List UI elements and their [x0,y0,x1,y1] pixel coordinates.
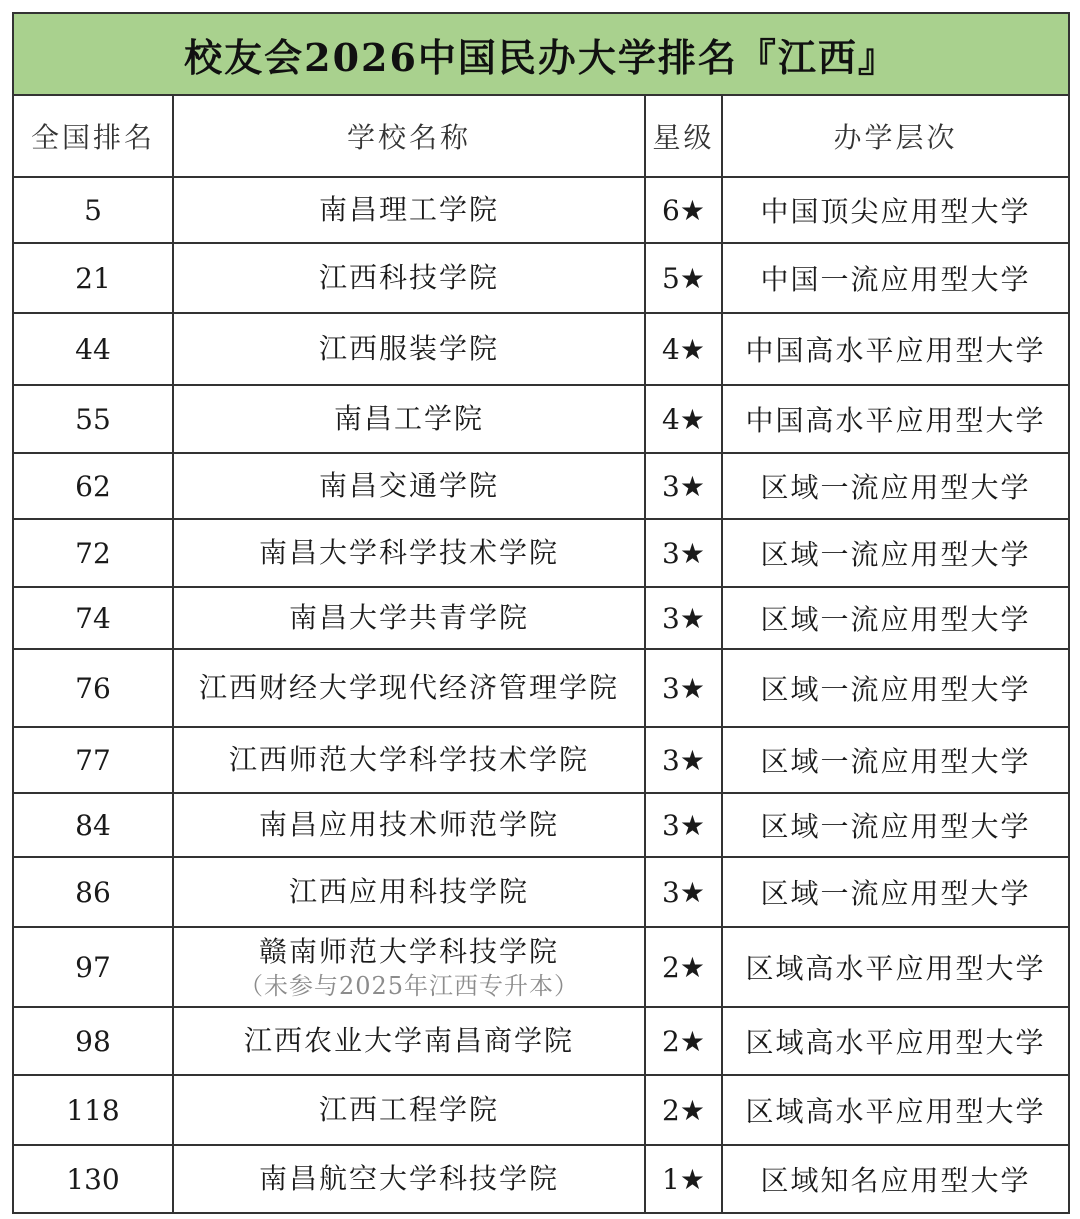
star-rating-cell: 4★ [645,385,722,453]
star-rating-cell: 3★ [645,727,722,793]
school-name-cell [173,727,645,793]
school-name: 南昌工学院 [333,402,484,435]
school-name: 江西应用科技学院 [288,875,529,908]
school-name-cell [173,453,645,519]
star-rating-cell: 3★ [645,649,722,727]
level-cell: 区域一流应用型大学 [722,587,1069,649]
star-rating-cell: 6★ [645,177,722,243]
header-name: 学校名称 [173,95,645,177]
star-rating-cell: 3★ [645,793,722,857]
school-name-cell [173,649,645,727]
header-row [13,95,1069,177]
table-row [13,793,1069,857]
level-cell: 中国高水平应用型大学 [722,385,1069,453]
rank-cell: 77 [13,727,173,793]
school-name-cell [173,243,645,313]
level-cell: 区域一流应用型大学 [722,857,1069,927]
school-name-cell [173,793,645,857]
table-row [13,587,1069,649]
header-stars: 星级 [645,95,722,177]
table-row [13,927,1069,1007]
level-cell: 区域知名应用型大学 [722,1145,1069,1213]
rank-cell: 62 [13,453,173,519]
table-row [13,519,1069,587]
table-row [13,243,1069,313]
school-name: 南昌理工学院 [318,193,499,226]
school-name-cell [173,587,645,649]
rank-cell: 118 [13,1075,173,1145]
level-cell: 区域高水平应用型大学 [722,1007,1069,1075]
star-rating-cell: 5★ [645,243,722,313]
table-row [13,313,1069,385]
level-cell: 区域一流应用型大学 [722,453,1069,519]
school-name: 江西工程学院 [318,1093,499,1126]
table-row [13,1075,1069,1145]
school-name-cell [173,1007,645,1075]
rank-cell: 76 [13,649,173,727]
title-row [13,13,1069,95]
star-rating-cell: 1★ [645,1145,722,1213]
header-rank: 全国排名 [13,95,173,177]
star-rating-cell: 3★ [645,587,722,649]
school-name: 江西农业大学南昌商学院 [243,1024,574,1057]
table-row [13,385,1069,453]
level-cell: 中国一流应用型大学 [722,243,1069,313]
school-name-cell [173,177,645,243]
rank-cell: 72 [13,519,173,587]
level-cell: 中国高水平应用型大学 [722,313,1069,385]
rank-cell: 98 [13,1007,173,1075]
rank-cell: 55 [13,385,173,453]
table-row [13,727,1069,793]
rank-cell: 97 [13,927,173,1007]
school-name-cell [173,313,645,385]
school-name-cell [173,927,645,1007]
school-name: 江西服装学院 [318,332,499,365]
school-name-cell [173,1145,645,1213]
star-rating-cell: 2★ [645,1075,722,1145]
table-row [13,857,1069,927]
star-rating-cell: 3★ [645,453,722,519]
header-level: 办学层次 [722,95,1069,177]
level-cell: 区域高水平应用型大学 [722,1075,1069,1145]
star-rating-cell: 4★ [645,313,722,385]
rank-cell: 44 [13,313,173,385]
star-rating-cell: 2★ [645,927,722,1007]
school-name-cell [173,857,645,927]
school-name: 赣南师范大学科技学院 [258,935,559,968]
rank-cell: 130 [13,1145,173,1213]
school-name-cell [173,1075,645,1145]
ranking-table [12,12,1070,1214]
school-name-cell [173,385,645,453]
table-row [13,453,1069,519]
level-cell: 区域一流应用型大学 [722,519,1069,587]
rank-cell: 5 [13,177,173,243]
school-note: （未参与2025年江西专升本） [238,972,580,1000]
level-cell: 区域高水平应用型大学 [722,927,1069,1007]
school-name: 南昌大学科学技术学院 [258,536,559,569]
rank-cell: 74 [13,587,173,649]
level-cell: 区域一流应用型大学 [722,649,1069,727]
star-rating-cell: 3★ [645,519,722,587]
school-name: 江西财经大学现代经济管理学院 [198,671,619,704]
table-row [13,1145,1069,1213]
school-name: 南昌航空大学科技学院 [258,1162,559,1195]
rank-cell: 84 [13,793,173,857]
school-name-cell [173,519,645,587]
star-rating-cell: 2★ [645,1007,722,1075]
table-row [13,649,1069,727]
school-name: 南昌交通学院 [318,469,499,502]
school-name: 江西师范大学科学技术学院 [228,743,589,776]
school-name: 南昌应用技术师范学院 [258,808,559,841]
level-cell: 中国顶尖应用型大学 [722,177,1069,243]
star-rating-cell: 3★ [645,857,722,927]
table-row [13,1007,1069,1075]
rank-cell: 21 [13,243,173,313]
table-body [13,177,1069,1213]
rank-cell: 86 [13,857,173,927]
table-row [13,177,1069,243]
school-name: 南昌大学共青学院 [288,601,529,634]
level-cell: 区域一流应用型大学 [722,793,1069,857]
school-name: 江西科技学院 [318,261,499,294]
table-title: 校友会2026中国民办大学排名『江西』 [13,13,1069,95]
level-cell: 区域一流应用型大学 [722,727,1069,793]
